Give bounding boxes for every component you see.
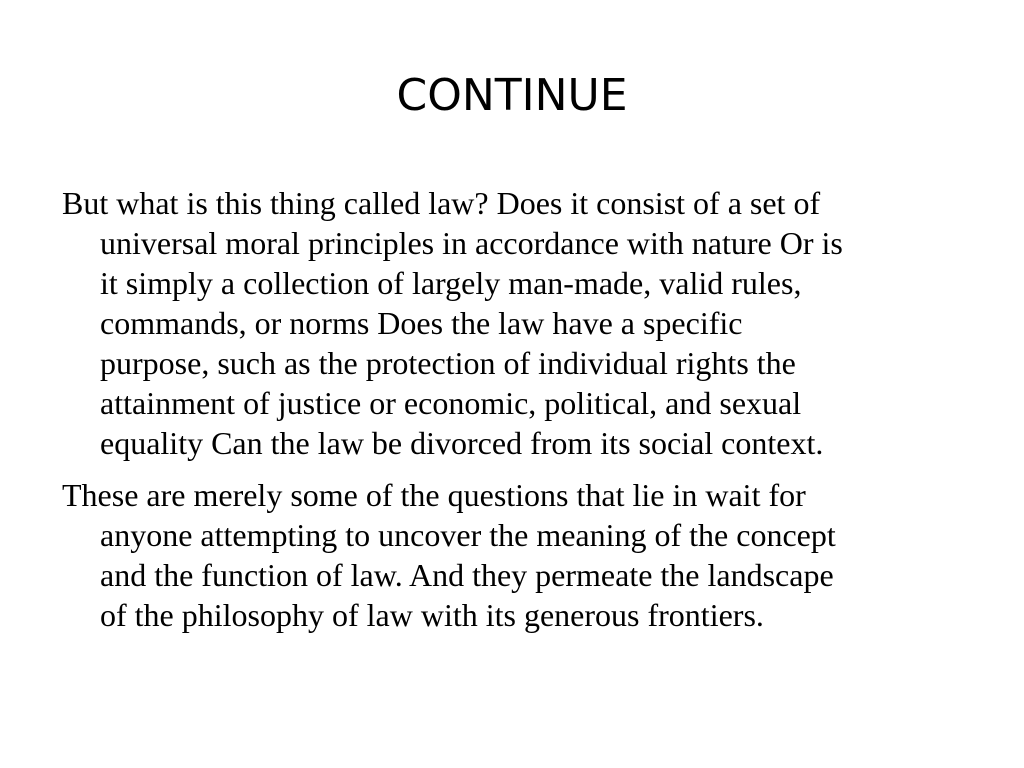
- paragraph-line: These are merely some of the questions that lie in wait for: [62, 477, 806, 513]
- paragraph-law-questions: [62, 183, 972, 463]
- paragraph-philosophy-of-law: [62, 475, 972, 635]
- paragraph-line: and the function of law. And they permeate the landscape: [100, 557, 834, 593]
- paragraph-line: equality Can the law be divorced from its social context.: [100, 425, 824, 461]
- paragraph-line: universal moral principles in accordance with nature Or is: [100, 225, 843, 261]
- paragraph-line: commands, or norms Does the law have a specific: [100, 305, 743, 341]
- paragraph-line: attainment of justice or economic, political, and sexual: [100, 385, 802, 421]
- paragraph-line: of the philosophy of law with its generous frontiers.: [100, 597, 764, 633]
- slide-title: CONTINUE: [396, 70, 628, 121]
- paragraph-line: it simply a collection of largely man-made, valid rules,: [100, 265, 802, 301]
- paragraph-line: anyone attempting to uncover the meaning of the concept: [100, 517, 836, 553]
- slide-body: [62, 183, 972, 647]
- paragraph-line: But what is this thing called law? Does it consist of a set of: [62, 185, 821, 221]
- paragraph-line: purpose, such as the protection of individual rights the: [100, 345, 796, 381]
